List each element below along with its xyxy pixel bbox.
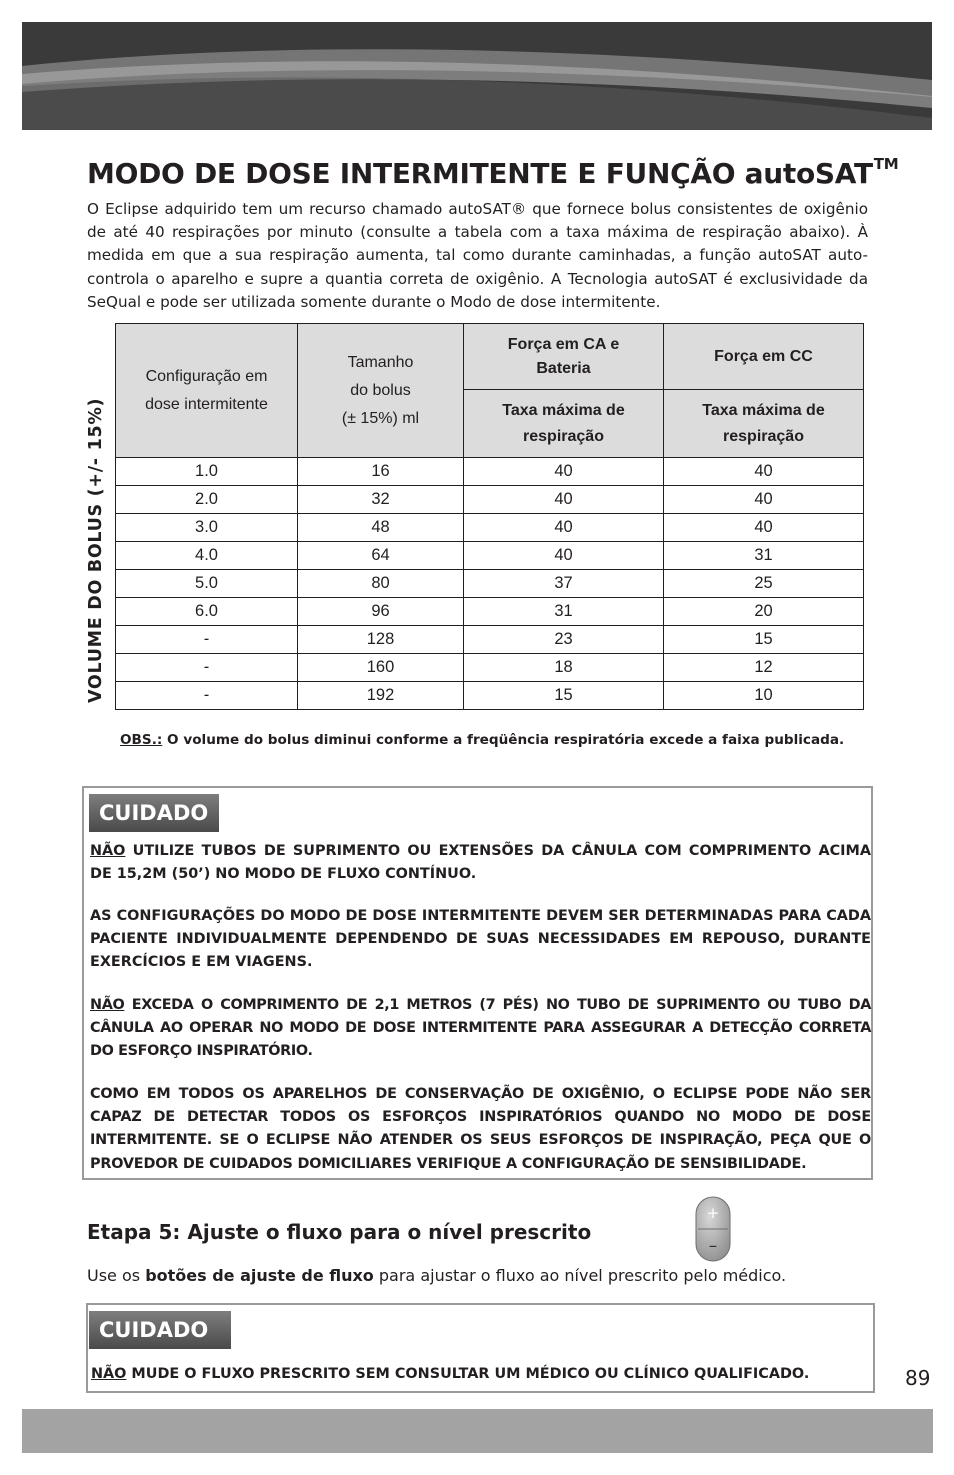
caution-paragraph: NÃO UTILIZE TUBOS DE SUPRIMENTO OU EXTENSÕES DA CÂNULA COM COMPRIMENTO ACIMA DE 15,2M (50’) NO MODO DE FLUXO CONTÍNUO.	[90, 843, 871, 883]
caution-paragraph: NÃO EXCEDA O COMPRIMENTO DE 2,1 METROS (7 PÉS) NO TUBO DE SUPRIMENTO OU TUBO DA CÂNULA AO OPERAR NO MODO DE DOSE INTERMITENTE PARA ASSEGURAR A DETECÇÃO CORRETA DO ESFORÇO INSPIRATÓRIO.	[90, 997, 871, 1060]
flow-adjust-buttons-graphic	[695, 1196, 731, 1262]
banner-swoosh-graphic	[22, 22, 932, 130]
caution-paragraph: NÃO MUDE O FLUXO PRESCRITO SEM CONSULTAR UM MÉDICO OU CLÍNICO QUALIFICADO.	[91, 1366, 810, 1382]
table-cell: 31	[464, 598, 664, 626]
bolus-volume-side-label: VOLUME DO BOLUS (+/- 15%)	[86, 397, 106, 703]
header-dc-power: Força em CC	[664, 324, 864, 390]
table-cell: 3.0	[116, 514, 298, 542]
table-row	[116, 542, 864, 570]
bolus-table	[115, 323, 863, 710]
table-cell: 40	[464, 458, 664, 486]
header-ac-battery: Força em CA e Bateria	[464, 324, 664, 390]
table-cell: 25	[664, 570, 864, 598]
table-cell: 40	[464, 542, 664, 570]
table-row	[116, 654, 864, 682]
table-cell: 40	[464, 514, 664, 542]
table-row	[116, 570, 864, 598]
footer-bar	[22, 1409, 933, 1453]
table-cell: 160	[298, 654, 464, 682]
table-row	[116, 458, 864, 486]
table-cell: 40	[664, 486, 864, 514]
caution-tag: CUIDADO	[89, 794, 219, 832]
subheader-dc-max-rate: Taxa máxima de respiração	[664, 390, 864, 458]
page-title: MODO DE DOSE INTERMITENTE E FUNÇÃO autoSAT™	[87, 155, 899, 190]
plus-icon: +	[706, 1204, 720, 1222]
table-body	[116, 458, 864, 710]
intro-paragraph: O Eclipse adquirido tem um recurso chamado autoSAT® que fornece bolus consistentes de oxigênio de até 40 respirações por minuto (consulte a tabela com a taxa máxima de respiração abaixo). À medida em que a sua respiração aumenta, tal como durante caminhadas, a função autoSAT auto-controla o aparelho e supre a quantia correta de oxigênio. A Tecnologia autoSAT é exclusividade da SeQual e pode ser utilizada somente durante o Modo de dose intermitente.	[87, 200, 868, 311]
table-row	[116, 626, 864, 654]
table-cell: -	[116, 626, 298, 654]
table-cell: 37	[464, 570, 664, 598]
table-cell: 1.0	[116, 458, 298, 486]
minus-icon: –	[708, 1236, 718, 1256]
table-cell: 192	[298, 682, 464, 710]
caution-tag: CUIDADO	[89, 1311, 231, 1349]
table-cell: 6.0	[116, 598, 298, 626]
table-row	[116, 598, 864, 626]
table-cell: 15	[464, 682, 664, 710]
table-row	[116, 682, 864, 710]
page-number: 89	[905, 1366, 931, 1390]
caution-box-1	[82, 786, 873, 1180]
table-cell: 80	[298, 570, 464, 598]
obs-note	[120, 732, 844, 748]
caution-paragraph: COMO EM TODOS OS APARELHOS DE CONSERVAÇÃO DE OXIGÊNIO, O ECLIPSE PODE NÃO SER CAPAZ DE DETECTAR TODOS OS ESFORÇOS INSPIRATÓRIOS QUANDO NO MODO DE DOSE INTERMITENTE. SE O ECLIPSE NÃO ATENDER OS SEUS ESFORÇOS DE INSPIRAÇÃO, PEÇA QUE O PROVEDOR DE CUIDADOS DOMICILIARES VERIFIQUE A CONFIGURAÇÃO DE SENSIBILIDADE.	[90, 1086, 871, 1172]
table-cell: 4.0	[116, 542, 298, 570]
table-cell: 48	[298, 514, 464, 542]
table-row	[116, 486, 864, 514]
table-cell: 64	[298, 542, 464, 570]
table-cell: -	[116, 654, 298, 682]
table-cell: 12	[664, 654, 864, 682]
table-cell: 96	[298, 598, 464, 626]
table-cell: 40	[664, 458, 864, 486]
table-row	[116, 514, 864, 542]
trademark-symbol: TM	[873, 155, 899, 173]
table-cell: 40	[464, 486, 664, 514]
caution-box-2	[86, 1303, 875, 1393]
table-cell: 10	[664, 682, 864, 710]
table-cell: 2.0	[116, 486, 298, 514]
obs-label: OBS.:	[120, 732, 163, 748]
table-cell: 16	[298, 458, 464, 486]
caution-paragraph: AS CONFIGURAÇÕES DO MODO DE DOSE INTERMITENTE DEVEM SER DETERMINADAS PARA CADA PACIENTE INDIVIDUALMENTE DEPENDENDO DE SUAS NECESSIDADES EM REPOUSO, DURANTE EXERCÍCIOS E EM VIAGENS.	[90, 908, 871, 971]
subheader-ac-max-rate: Taxa máxima de respiração	[464, 390, 664, 458]
header-bolus-size: Tamanho do bolus (± 15%) ml	[298, 324, 464, 458]
table-cell: 32	[298, 486, 464, 514]
table-cell: 5.0	[116, 570, 298, 598]
table-cell: 31	[664, 542, 864, 570]
table-cell: 40	[664, 514, 864, 542]
table-cell: -	[116, 682, 298, 710]
table-cell: 18	[464, 654, 664, 682]
obs-text: O volume do bolus diminui conforme a freqüência respiratória excede a faixa publicada.	[162, 732, 845, 748]
step-5-title: Etapa 5: Ajuste o fluxo para o nível prescrito	[87, 1220, 592, 1244]
step-5-body: Use os botões de ajuste de fluxo para ajustar o fluxo ao nível prescrito pelo médico.	[87, 1266, 787, 1285]
table-cell: 20	[664, 598, 864, 626]
table-cell: 23	[464, 626, 664, 654]
header-banner	[22, 22, 932, 130]
table-cell: 128	[298, 626, 464, 654]
table-cell: 15	[664, 626, 864, 654]
header-dose-setting: Configuração em dose intermitente	[116, 324, 298, 458]
